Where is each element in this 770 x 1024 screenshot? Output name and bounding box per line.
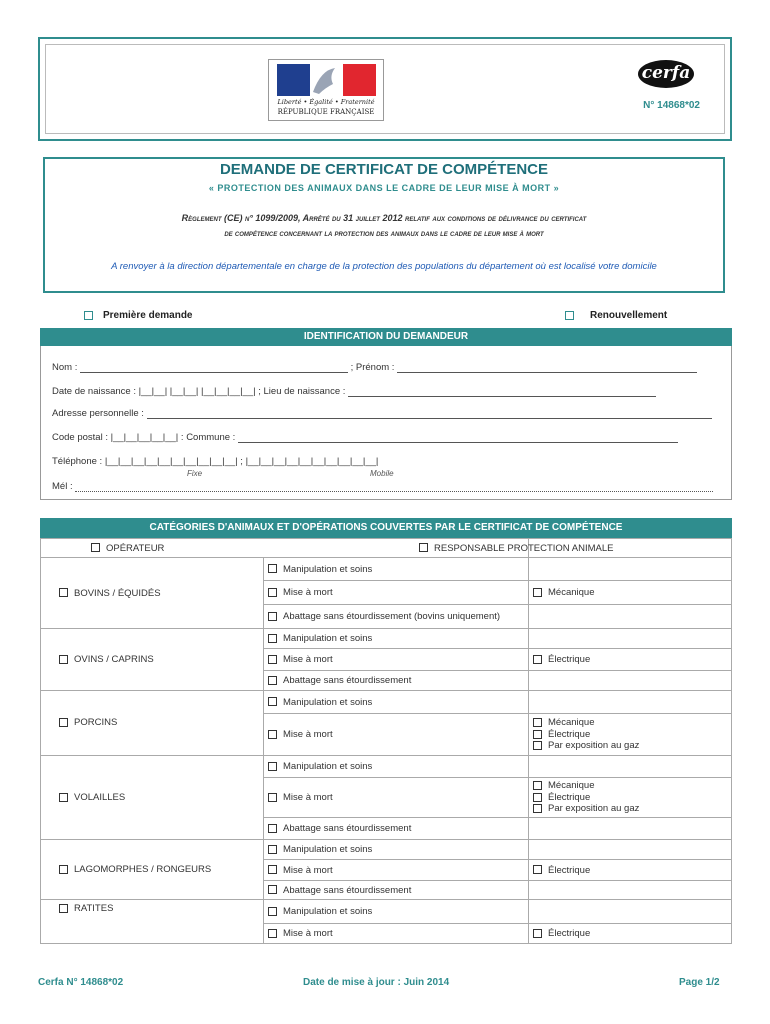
table-row — [41, 756, 732, 778]
renewal-checkbox[interactable] — [565, 311, 574, 320]
mise-a-mort-label: Mise à mort — [283, 729, 333, 740]
manip-label: Manipulation et soins — [283, 563, 373, 575]
table-row — [41, 691, 732, 714]
empty-cell — [529, 900, 732, 924]
first-request-option[interactable] — [84, 310, 193, 321]
responsable-cell[interactable] — [434, 539, 732, 558]
lagomorphes-manip[interactable] — [264, 840, 529, 860]
ratites-manip[interactable] — [264, 900, 529, 924]
renewal-option[interactable] — [565, 310, 667, 321]
mecanique-label: Mécanique — [548, 780, 595, 792]
manip-label: Manipulation et soins — [283, 696, 373, 708]
checkbox[interactable] — [268, 885, 277, 894]
nom-label: Nom : — [52, 362, 78, 373]
bovins-manip[interactable] — [264, 558, 529, 581]
lieu-naissance-label: ; Lieu de naissance : — [258, 386, 346, 397]
checkbox[interactable] — [533, 741, 542, 750]
empty-cell — [529, 756, 732, 778]
mise-a-mort-label: Mise à mort — [283, 587, 333, 598]
manip-label: Manipulation et soins — [283, 761, 373, 772]
empty-cell — [529, 691, 732, 714]
checkbox[interactable] — [268, 907, 277, 916]
first-request-label: Première demande — [103, 310, 193, 321]
mise-a-mort-label: Mise à mort — [283, 928, 333, 939]
abattage-label: Abattage sans étourdissement — [283, 675, 412, 686]
commune-label: : Commune : — [180, 432, 236, 443]
mise-a-mort-label: Mise à mort — [283, 654, 333, 665]
lagomorphes-mise-a-mort[interactable] — [264, 860, 529, 881]
porcins-methods — [529, 714, 732, 756]
checkbox[interactable] — [533, 865, 542, 874]
lagomorphes-abattage[interactable] — [264, 881, 529, 900]
volailles-methods — [529, 778, 732, 818]
regulation-line-2: de compétence concernant la protection des animaux dans le cadre de leur mise à mort — [224, 229, 544, 238]
electrique-label: Électrique — [548, 928, 591, 939]
name-row — [52, 362, 697, 373]
empty-cell — [529, 629, 732, 649]
checkbox[interactable] — [533, 588, 542, 597]
porcins-checkbox[interactable] — [59, 718, 68, 727]
cerfa-logo: cerfa — [638, 60, 694, 88]
checkbox[interactable] — [533, 804, 542, 813]
footer-update-date: Date de mise à jour : Juin 2014 — [303, 977, 450, 988]
volailles-cell[interactable] — [41, 756, 264, 840]
marianne-republique: RÉPUBLIQUE FRANÇAISE — [277, 108, 375, 116]
mise-a-mort-label: Mise à mort — [283, 864, 333, 876]
bovins-abattage[interactable] — [264, 605, 529, 629]
manip-label: Manipulation et soins — [283, 906, 373, 917]
checkbox[interactable] — [268, 845, 277, 854]
categories-heading: CATÉGORIES D'ANIMAUX ET D'OPÉRATIONS COUVERTES PAR LE CERTIFICAT DE COMPÉTENCE — [40, 518, 732, 538]
mel-label: Mél : — [52, 481, 73, 492]
prenom-label: ; Prénom : — [350, 362, 395, 373]
checkbox[interactable] — [533, 929, 542, 938]
footer-page: Page 1/2 — [679, 977, 720, 988]
header-inner-frame — [45, 44, 725, 134]
checkbox[interactable] — [268, 612, 277, 621]
ovins-mise-a-mort[interactable] — [264, 649, 529, 671]
adresse-label: Adresse personnelle : — [52, 408, 144, 419]
fixe-caption: Fixe — [187, 469, 203, 478]
empty-cell — [529, 558, 732, 581]
checkbox[interactable] — [268, 676, 277, 685]
porcins-cell[interactable] — [41, 691, 264, 756]
footer-form-number: Cerfa N° 14868*02 — [38, 977, 124, 988]
manip-label: Manipulation et soins — [283, 633, 373, 644]
prenom-field[interactable] — [397, 364, 697, 373]
porcins-mise-a-mort[interactable] — [264, 714, 529, 756]
marianne-motto: Liberté • Égalité • Fraternité — [277, 98, 375, 106]
ovins-electrique[interactable] — [529, 649, 732, 671]
porcins-gaz[interactable] — [533, 740, 727, 752]
volailles-abattage[interactable] — [264, 818, 529, 840]
page-title: DEMANDE DE CERTIFICAT DE COMPÉTENCE — [219, 161, 549, 178]
porcins-electrique[interactable] — [533, 729, 727, 741]
volailles-checkbox[interactable] — [59, 793, 68, 802]
porcins-label: PORCINS — [74, 717, 118, 728]
abattage-label: Abattage sans étourdissement — [283, 884, 412, 896]
return-note: A renvoyer à la direction départementale en charge de la protection des populations du département où est localisé votre domicile — [111, 261, 657, 272]
empty-cell — [529, 881, 732, 900]
checkbox[interactable] — [268, 929, 277, 938]
mecanique-label: Mécanique — [548, 587, 595, 598]
volailles-mecanique[interactable] — [533, 780, 727, 792]
mel-row — [52, 481, 713, 492]
checkbox[interactable] — [533, 781, 542, 790]
postal-row — [52, 432, 678, 443]
volailles-manip[interactable] — [264, 756, 529, 778]
responsable-label: RESPONSABLE PROTECTION ANIMALE — [434, 542, 614, 554]
checkbox[interactable] — [268, 730, 277, 739]
bovins-label: BOVINS / ÉQUIDÉS — [74, 587, 161, 599]
electrique-label: Électrique — [548, 654, 591, 665]
checkbox[interactable] — [268, 655, 277, 664]
address-row — [52, 408, 712, 419]
volailles-label: VOLAILLES — [74, 792, 126, 803]
checkbox[interactable] — [533, 793, 542, 802]
porcins-mecanique[interactable] — [533, 717, 727, 729]
lagomorphes-electrique[interactable] — [529, 860, 732, 881]
volailles-gaz[interactable] — [533, 803, 727, 815]
table-row — [41, 900, 732, 924]
identification-heading: IDENTIFICATION DU DEMANDEUR — [40, 328, 732, 346]
ratites-mise-a-mort[interactable] — [264, 924, 529, 944]
electrique-label: Électrique — [548, 791, 591, 803]
ovins-manip[interactable] — [264, 629, 529, 649]
ratites-electrique[interactable] — [529, 924, 732, 944]
telephone-label: Téléphone : — [52, 456, 103, 467]
checkbox[interactable] — [268, 824, 277, 833]
lieu-naissance-field[interactable] — [348, 388, 656, 397]
responsable-checkbox[interactable] — [419, 543, 428, 552]
date-naissance-label: Date de naissance : — [52, 386, 136, 397]
operateur-label: OPÉRATEUR — [106, 542, 165, 554]
lagomorphes-checkbox[interactable] — [59, 865, 68, 874]
table-row — [41, 558, 732, 581]
form-number: N° 14868*02 — [643, 100, 700, 111]
role-row — [41, 539, 732, 558]
telephone-fixe-field[interactable]: |__|__|__|__|__|__|__|__|__|__| — [104, 456, 238, 467]
phone-row — [52, 456, 378, 467]
telephone-separator: ; — [240, 456, 243, 467]
checkbox[interactable] — [533, 655, 542, 664]
bovins-mise-a-mort[interactable] — [264, 581, 529, 605]
telephone-mobile-field[interactable]: |__|__|__|__|__|__|__|__|__|__| — [245, 456, 379, 467]
ratites-label: RATITES — [74, 903, 114, 914]
bovins-mecanique[interactable] — [529, 581, 732, 605]
categories-table — [40, 538, 732, 944]
ratites-cell[interactable] — [41, 900, 264, 944]
bovins-cell[interactable] — [41, 558, 264, 629]
ratites-checkbox[interactable] — [59, 904, 68, 913]
empty-cell — [529, 605, 732, 629]
first-request-checkbox[interactable] — [84, 311, 93, 320]
electrique-label: Électrique — [548, 728, 591, 740]
operateur-checkbox[interactable] — [91, 543, 100, 552]
checkbox[interactable] — [533, 730, 542, 739]
ovins-checkbox[interactable] — [59, 655, 68, 664]
mecanique-label: Mécanique — [548, 717, 595, 729]
checkbox[interactable] — [268, 865, 277, 874]
checkbox[interactable] — [268, 564, 277, 573]
ovins-label: OVINS / CAPRINS — [74, 654, 154, 665]
gaz-label: Par exposition au gaz — [548, 740, 640, 752]
code-postal-label: Code postal : — [52, 432, 108, 443]
checkbox[interactable] — [533, 718, 542, 727]
ovins-abattage[interactable] — [264, 671, 529, 691]
volailles-electrique[interactable] — [533, 792, 727, 804]
porcins-manip[interactable] — [264, 691, 529, 714]
abattage-label: Abattage sans étourdissement (bovins uniquement) — [283, 611, 501, 622]
renewal-label: Renouvellement — [590, 310, 668, 321]
lagomorphes-cell[interactable] — [41, 840, 264, 900]
empty-cell — [529, 840, 732, 860]
mise-a-mort-label: Mise à mort — [283, 792, 333, 803]
nom-field[interactable] — [80, 364, 348, 373]
regulation-line-1: Règlement (CE) n° 1099/2009, Arrêté du 31 juillet 2012 relatif aux conditions de délivrance du certificat — [181, 213, 587, 223]
code-postal-field[interactable]: |__|__|__|__|__| — [110, 432, 179, 443]
checkbox[interactable] — [268, 697, 277, 706]
marianne-logo — [268, 59, 384, 121]
table-row — [41, 629, 732, 649]
abattage-label: Abattage sans étourdissement — [283, 823, 412, 834]
ovins-cell[interactable] — [41, 629, 264, 691]
checkbox[interactable] — [268, 793, 277, 802]
checkbox[interactable] — [268, 762, 277, 771]
page-subtitle: « PROTECTION DES ANIMAUX DANS LE CADRE DE LEUR MISE À MORT » — [208, 183, 560, 193]
manip-label: Manipulation et soins — [283, 844, 373, 855]
checkbox[interactable] — [268, 588, 277, 597]
checkbox[interactable] — [268, 634, 277, 643]
bovins-checkbox[interactable] — [59, 588, 68, 597]
birth-row — [52, 386, 656, 397]
lagomorphes-label: LAGOMORPHES / RONGEURS — [74, 864, 212, 875]
volailles-mise-a-mort[interactable] — [264, 778, 529, 818]
flag-icon — [269, 62, 383, 102]
adresse-field[interactable] — [147, 410, 712, 419]
commune-field[interactable] — [238, 434, 678, 443]
empty-cell — [529, 818, 732, 840]
mobile-caption: Mobile — [370, 469, 394, 478]
electrique-label: Électrique — [548, 864, 591, 876]
empty-cell — [529, 671, 732, 691]
date-naissance-field[interactable]: |__|__| |__|__| |__|__|__|__| — [138, 386, 256, 397]
table-row — [41, 840, 732, 860]
mel-field[interactable] — [75, 483, 713, 492]
gaz-label: Par exposition au gaz — [548, 803, 640, 815]
